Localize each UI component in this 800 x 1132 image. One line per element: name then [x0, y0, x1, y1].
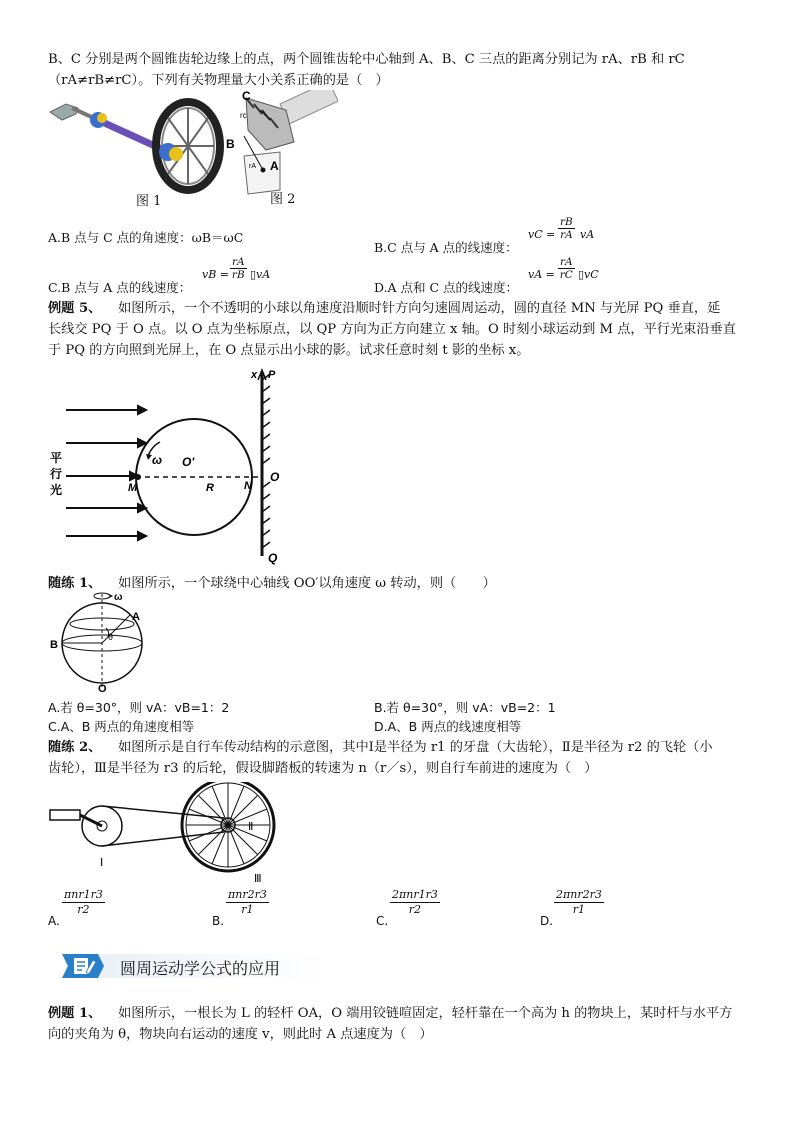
label-o: O	[270, 470, 280, 484]
label-b: B	[50, 639, 58, 651]
option-a: A.B 点与 C 点的角速度：ωB＝ωC	[48, 230, 244, 245]
label-iii: Ⅲ	[254, 873, 262, 885]
label-a: A	[132, 611, 140, 623]
practice-2-option-d	[540, 888, 660, 932]
light-rays	[66, 406, 146, 540]
formula-fraction	[558, 216, 575, 241]
label-ra: rA	[249, 163, 256, 170]
label-r: R	[206, 482, 214, 494]
formula-fraction	[558, 256, 575, 281]
example-1-line-1	[48, 1004, 732, 1024]
formula-rhs: ▯vC	[578, 268, 599, 281]
practice-2-label: 随练 2、	[48, 740, 102, 755]
practice-1-option-d: D.A、B 两点的线速度相等	[374, 719, 522, 734]
option-letter: A.	[48, 914, 60, 928]
label-o-prime: O'	[182, 455, 195, 469]
formula-num: rA	[232, 256, 245, 268]
formula-den: rC	[559, 269, 573, 281]
formula-fraction	[230, 256, 247, 281]
option-letter: D.	[540, 914, 554, 928]
pedal-shape	[50, 810, 80, 820]
formula-num: rB	[560, 216, 573, 228]
figure-1-caption: 图 1	[136, 194, 162, 209]
label-p: P	[268, 369, 276, 381]
bicycle-transmission-figure	[48, 782, 288, 886]
label-ii: Ⅱ	[248, 821, 254, 833]
label-o: O	[98, 683, 107, 694]
label-omega: ω	[152, 453, 163, 467]
example-1-line-2: 向的夹角为 θ，物块向右运动的速度 v，则此时 A 点速度为（ ）	[48, 1027, 433, 1042]
formula-rhs: vA	[580, 228, 595, 241]
option-b-prefix: B.C 点与 A 点的线速度：	[374, 240, 518, 255]
option-numerator: 2πnr1r3	[392, 888, 438, 901]
formula-lhs: vC =	[528, 228, 556, 241]
example-5-label: 例题 5、	[48, 301, 102, 316]
option-c-prefix: C.B 点与 A 点的线速度：	[48, 280, 192, 295]
label-m: M	[128, 482, 138, 494]
example-1-label: 例题 1、	[48, 1006, 102, 1021]
label-rc: rc	[240, 111, 247, 120]
label-q: Q	[268, 551, 278, 565]
edit-note-icon	[58, 950, 106, 982]
rotating-sphere-figure	[48, 588, 158, 694]
option-denominator: r1	[572, 903, 586, 916]
section-title: 圆周运动学公式的应用	[120, 959, 281, 978]
practice-2-text: 如图所示是自行车传动结构的示意图，其中Ⅰ是半径为 r1 的牙盘（大齿轮），Ⅱ是半径为 r2 的飞轮（小	[118, 740, 713, 755]
option-fraction	[226, 888, 269, 917]
question-line-1: B、C 分别是两个圆锥齿轮边缘上的点，两个圆锥齿轮中心轴到 A、B、C 三点的距离分别记为 rA、rB 和 rC	[48, 52, 685, 67]
practice-1-text: 如图所示，一个球绕中心轴线 OO′以角速度 ω 转动，则（ ）	[118, 576, 496, 591]
figure-2-caption: 图 2	[270, 192, 296, 207]
example-5-line-2: 长线交 PQ 于 O 点。以 O 点为坐标原点，以 QP 方向为正方向建立 x 轴。O 时刻小球运动到 M 点，平行光束沿垂直	[48, 322, 736, 337]
example-5-line-1	[48, 299, 720, 319]
label-theta: θ	[108, 632, 114, 642]
example-5-line-3: 于 PQ 的方向照到光屏上，在 O 点显示出小球的影。试求任意时刻 t 影的坐标 x。	[48, 343, 530, 358]
ball-dot	[135, 474, 141, 480]
formula-lhs: vB =	[202, 268, 230, 281]
shadow-projection-figure	[48, 366, 308, 566]
formula-rhs: ▯vA	[250, 268, 271, 281]
option-fraction	[62, 888, 105, 917]
label-light-2: 行	[50, 467, 63, 481]
question-line-2: （rA≠rB≠rC）。下列有关物理量大小关系正确的是（ ）	[48, 73, 389, 88]
practice-2-line-1	[48, 738, 713, 758]
formula-den: rB	[231, 269, 245, 281]
label-i: Ⅰ	[100, 857, 104, 869]
practice-1-option-a: A.若 θ=30°，则 vA：vB=1：2	[48, 700, 230, 715]
formula-lhs: vA =	[528, 268, 555, 281]
label-omega: ω	[114, 592, 123, 603]
label-a: A	[270, 159, 279, 173]
example-5-text: 如图所示，一个不透明的小球以角速度沿顺时针方向匀速圆周运动，圆的直径 MN 与光屏 PQ 垂直，延	[118, 301, 721, 316]
option-fraction	[390, 888, 440, 917]
option-d-prefix: D.A 点和 C 点的线速度：	[374, 280, 519, 295]
practice-2-option-b	[212, 888, 332, 932]
pedal-shape	[50, 104, 78, 120]
practice-1-label: 随练 1、	[48, 576, 102, 591]
practice-2-option-a	[48, 888, 168, 932]
example-1-text: 如图所示，一根长为 L 的轻杆 OA，O 端用铰链喧固定，轻杆靠在一个高为 h 的物块上，某时杆与水平方	[118, 1006, 733, 1021]
section-header	[48, 950, 528, 982]
option-denominator: r2	[408, 903, 422, 916]
option-numerator: πnr1r3	[64, 888, 103, 901]
label-light-3: 光	[50, 483, 63, 497]
option-numerator: 2πnr2r3	[556, 888, 602, 901]
option-denominator: r1	[241, 903, 254, 916]
practice-1-option-c: C.A、B 两点的角速度相等	[48, 719, 195, 734]
label-x: x	[251, 369, 258, 381]
option-denominator: r2	[77, 903, 90, 916]
formula-num: rA	[560, 256, 573, 268]
formula-den: rA	[560, 229, 573, 241]
label-light-1: 平	[50, 451, 63, 465]
practice-2-option-c	[376, 888, 496, 932]
option-letter: C.	[376, 914, 389, 928]
label-b: B	[226, 137, 235, 151]
practice-1-option-b: B.若 θ=30°，则 vA：vB=2：1	[374, 700, 556, 715]
option-letter: B.	[212, 914, 225, 928]
option-fraction	[554, 888, 604, 917]
label-n: N	[244, 480, 252, 492]
practice-2-line-2: 齿轮），Ⅲ是半径为 r3 的后轮，假设脚踏板的转速为 n（r／s），则自行车前进的速度为（ ）	[48, 761, 598, 776]
label-c: C	[242, 90, 251, 103]
option-numerator: πnr2r3	[228, 888, 267, 901]
